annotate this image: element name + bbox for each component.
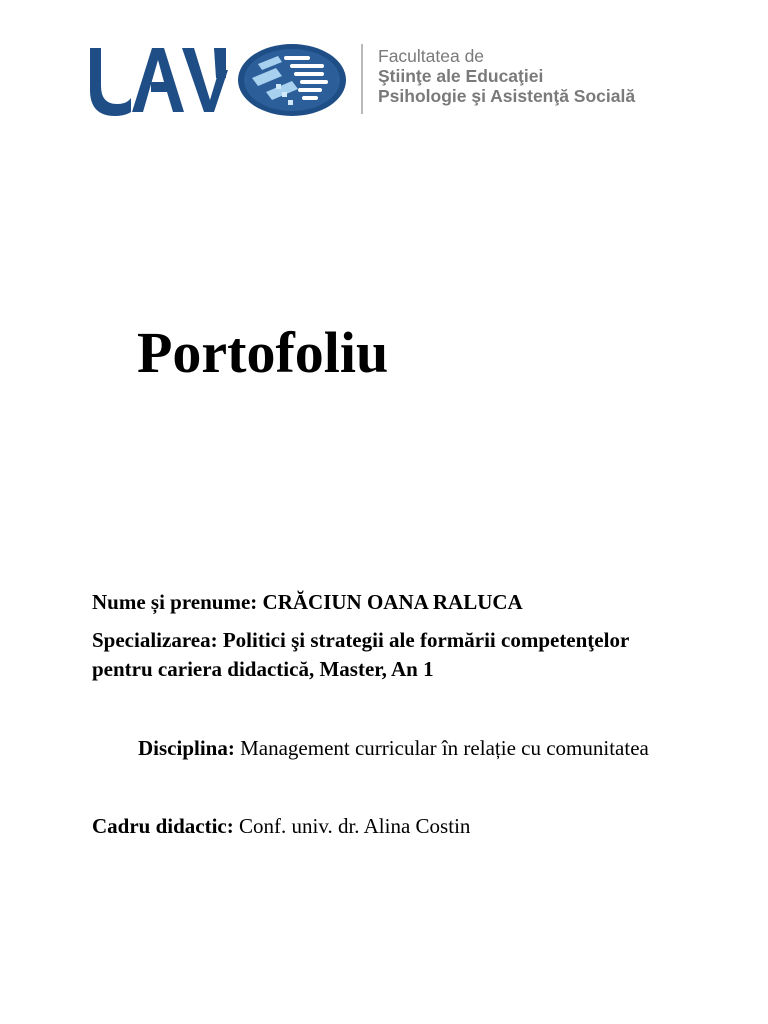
student-name-row: [92, 588, 678, 617]
faculty-line: Psihologie şi Asistenţă Socială: [378, 86, 636, 106]
teacher-value: Conf. univ. dr. Alina Costin: [239, 814, 471, 838]
teacher-row: [92, 812, 678, 841]
specialization-row: [92, 626, 672, 684]
document-title: Portofoliu: [137, 320, 389, 385]
teacher-label: Cadru didactic:: [92, 814, 234, 838]
name-label: Nume și prenume:: [92, 590, 258, 614]
discipline-row: [92, 728, 678, 769]
spec-value: Politici şi strategii ale formării competenţelor pentru cariera didactică, Master, An 1: [92, 628, 629, 681]
letterhead: [0, 0, 768, 130]
faculty-name: [378, 46, 763, 106]
name-value: CRĂCIUN OANA RALUCA: [262, 590, 523, 614]
faculty-line: Facultatea de: [378, 46, 485, 66]
header-divider: [361, 44, 363, 114]
spec-label: Specializarea:: [92, 628, 218, 652]
discipline-label: Disciplina:: [138, 736, 235, 760]
uav-logo: [88, 42, 228, 118]
faculty-emblem: [236, 42, 348, 118]
faculty-line: Ştiinţe ale Educaţiei: [378, 66, 544, 86]
discipline-value: Management curricular în relație cu comunitatea: [240, 736, 649, 760]
